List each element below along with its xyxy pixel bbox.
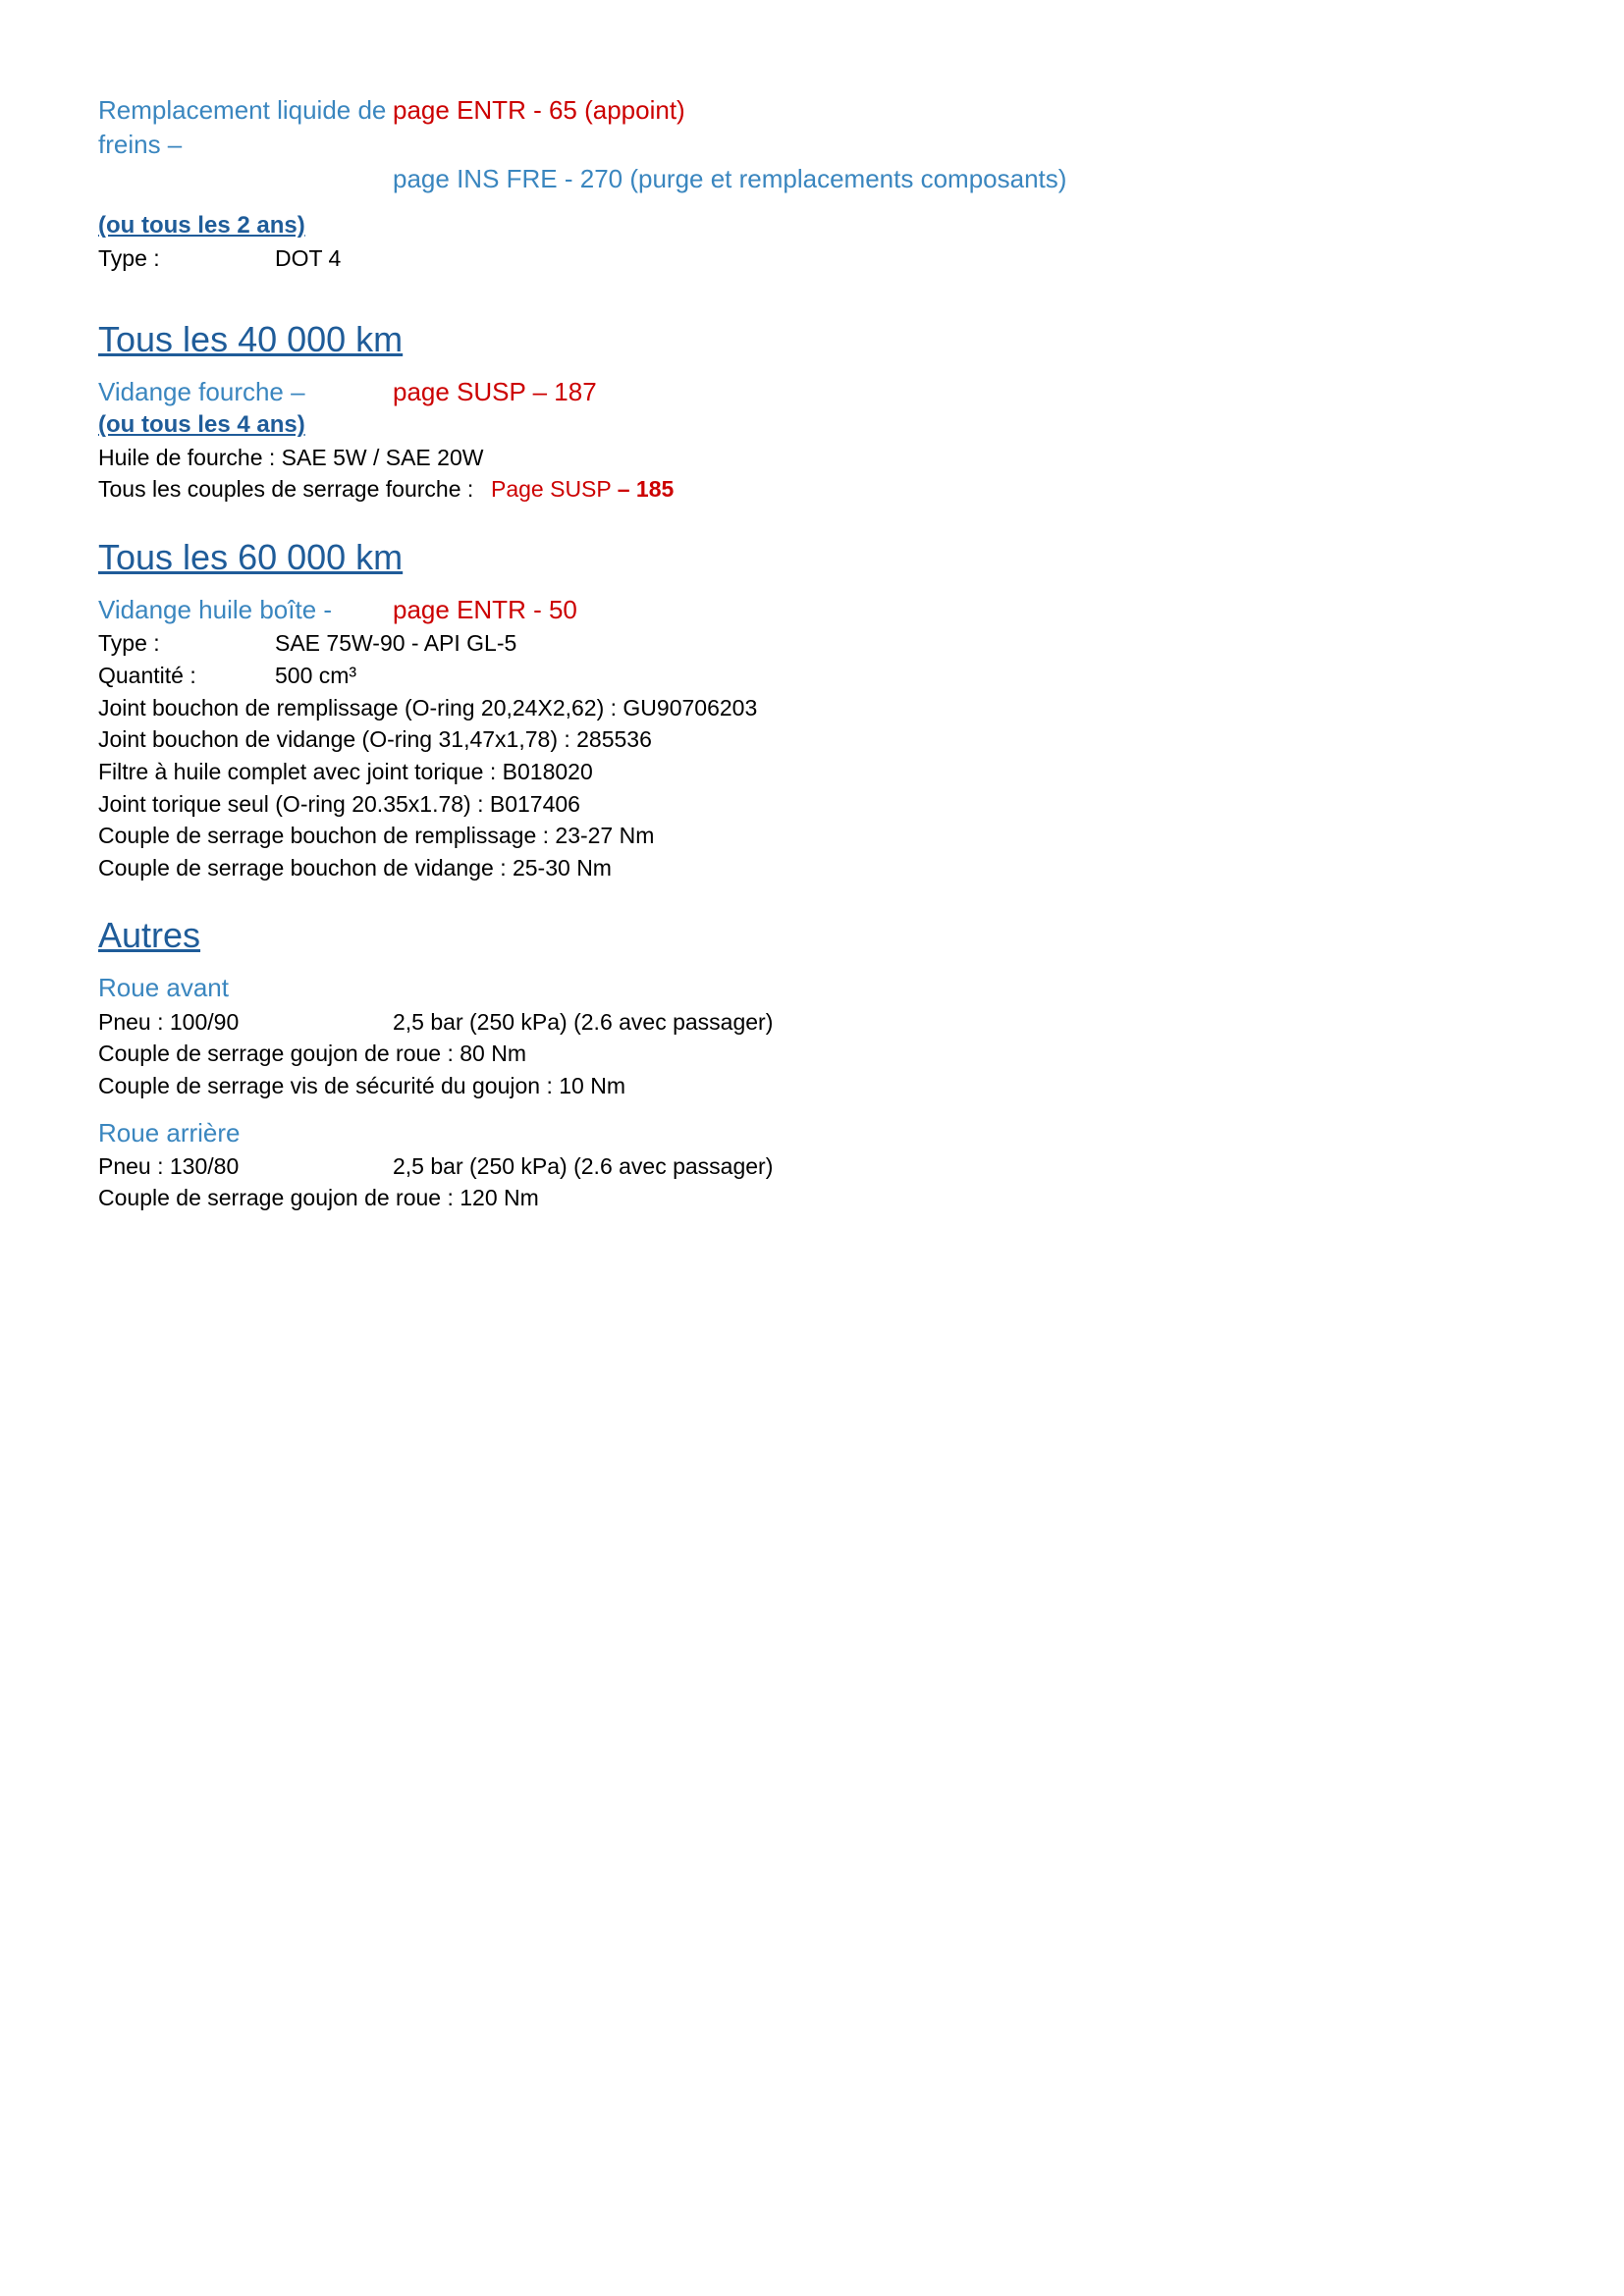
fork-torque-row [98,473,1492,506]
front-wheel-tyre-row [98,1006,1492,1039]
front-wheel-torque-line: Couple de serrage goujon de roue : 80 Nm [98,1041,527,1067]
fork-torque-label: Tous les couples de serrage fourche : [98,476,474,503]
gearbox-spec-line: Joint bouchon de vidange (O-ring 31,47x1,78) : 285536 [98,726,652,753]
front-wheel-tyre-pressure: 2,5 bar (250 kPa) (2.6 avec passager) [393,1008,774,1035]
front-wheel-title: Roue avant [98,973,229,1003]
fork-oil-spec: Huile de fourche : SAE 5W / SAE 20W [98,444,484,470]
fork-oil-title: Vidange fourche – [98,377,305,407]
rear-wheel-tyre-label: Pneu : 130/80 [98,1152,240,1179]
rear-wheel-title: Roue arrière [98,1117,241,1148]
fork-torque-page-ref [491,474,1492,505]
heading-60000km: Tous les 60 000 km [98,537,404,578]
brake-fluid-type-row [98,242,1492,275]
brake-fluid-type-value: DOT 4 [275,244,342,271]
fork-oil-row [98,375,1492,409]
fork-interval-note: (ou tous les 4 ans) [98,411,305,439]
gearbox-spec-line: Joint bouchon de remplissage (O-ring 20,24X2,62) : GU90706203 [98,694,758,721]
gearbox-oil-page-ref: page ENTR - 50 [393,595,577,625]
gearbox-spec-line: Couple de serrage bouchon de remplissage : 23-27 Nm [98,823,655,849]
gearbox-quantity-row [98,660,1492,692]
rear-wheel-tyre-pressure: 2,5 bar (250 kPa) (2.6 avec passager) [393,1152,774,1179]
front-wheel-tyre-label: Pneu : 100/90 [98,1008,240,1035]
gearbox-oil-row [98,593,1492,627]
gearbox-oil-title: Vidange huile boîte - [98,595,333,625]
brake-fluid-title: Remplacement liquide de freins – [98,95,387,160]
brake-fluid-type-label: Type : [98,244,160,271]
brake-fluid-page-ref-1: page ENTR - 65 (appoint) [393,95,685,125]
gearbox-type-row [98,627,1492,660]
gearbox-spec-line: Joint torique seul (O-ring 20.35x1.78) : B017406 [98,790,580,817]
heading-40000km: Tous les 40 000 km [98,319,404,360]
fork-torque-page-ref-number: – 185 [617,476,675,503]
document-content [98,93,1492,1214]
gearbox-type-value: SAE 75W-90 - API GL-5 [275,630,517,657]
brake-fluid-interval-note: (ou tous les 2 ans) [98,212,305,240]
gearbox-spec-line: Filtre à huile complet avec joint torique : B018020 [98,758,593,784]
gearbox-quantity-label: Quantité : [98,662,196,688]
fork-oil-page-ref: page SUSP – 187 [393,377,597,407]
rear-wheel-tyre-row [98,1150,1492,1183]
brake-fluid-page-ref-2: page INS FRE - 270 (purge et remplacements composants) [393,164,1067,194]
gearbox-type-label: Type : [98,630,160,657]
brake-fluid-row [98,93,1492,162]
gearbox-quantity-value: 500 cm³ [275,662,357,688]
heading-autres: Autres [98,915,201,956]
gearbox-spec-line: Couple de serrage bouchon de vidange : 25-30 Nm [98,854,612,881]
rear-wheel-torque-line: Couple de serrage goujon de roue : 120 Nm [98,1185,539,1211]
fork-torque-page-ref-text: Page SUSP [491,476,618,503]
front-wheel-torque-line: Couple de serrage vis de sécurité du goujon : 10 Nm [98,1072,625,1098]
